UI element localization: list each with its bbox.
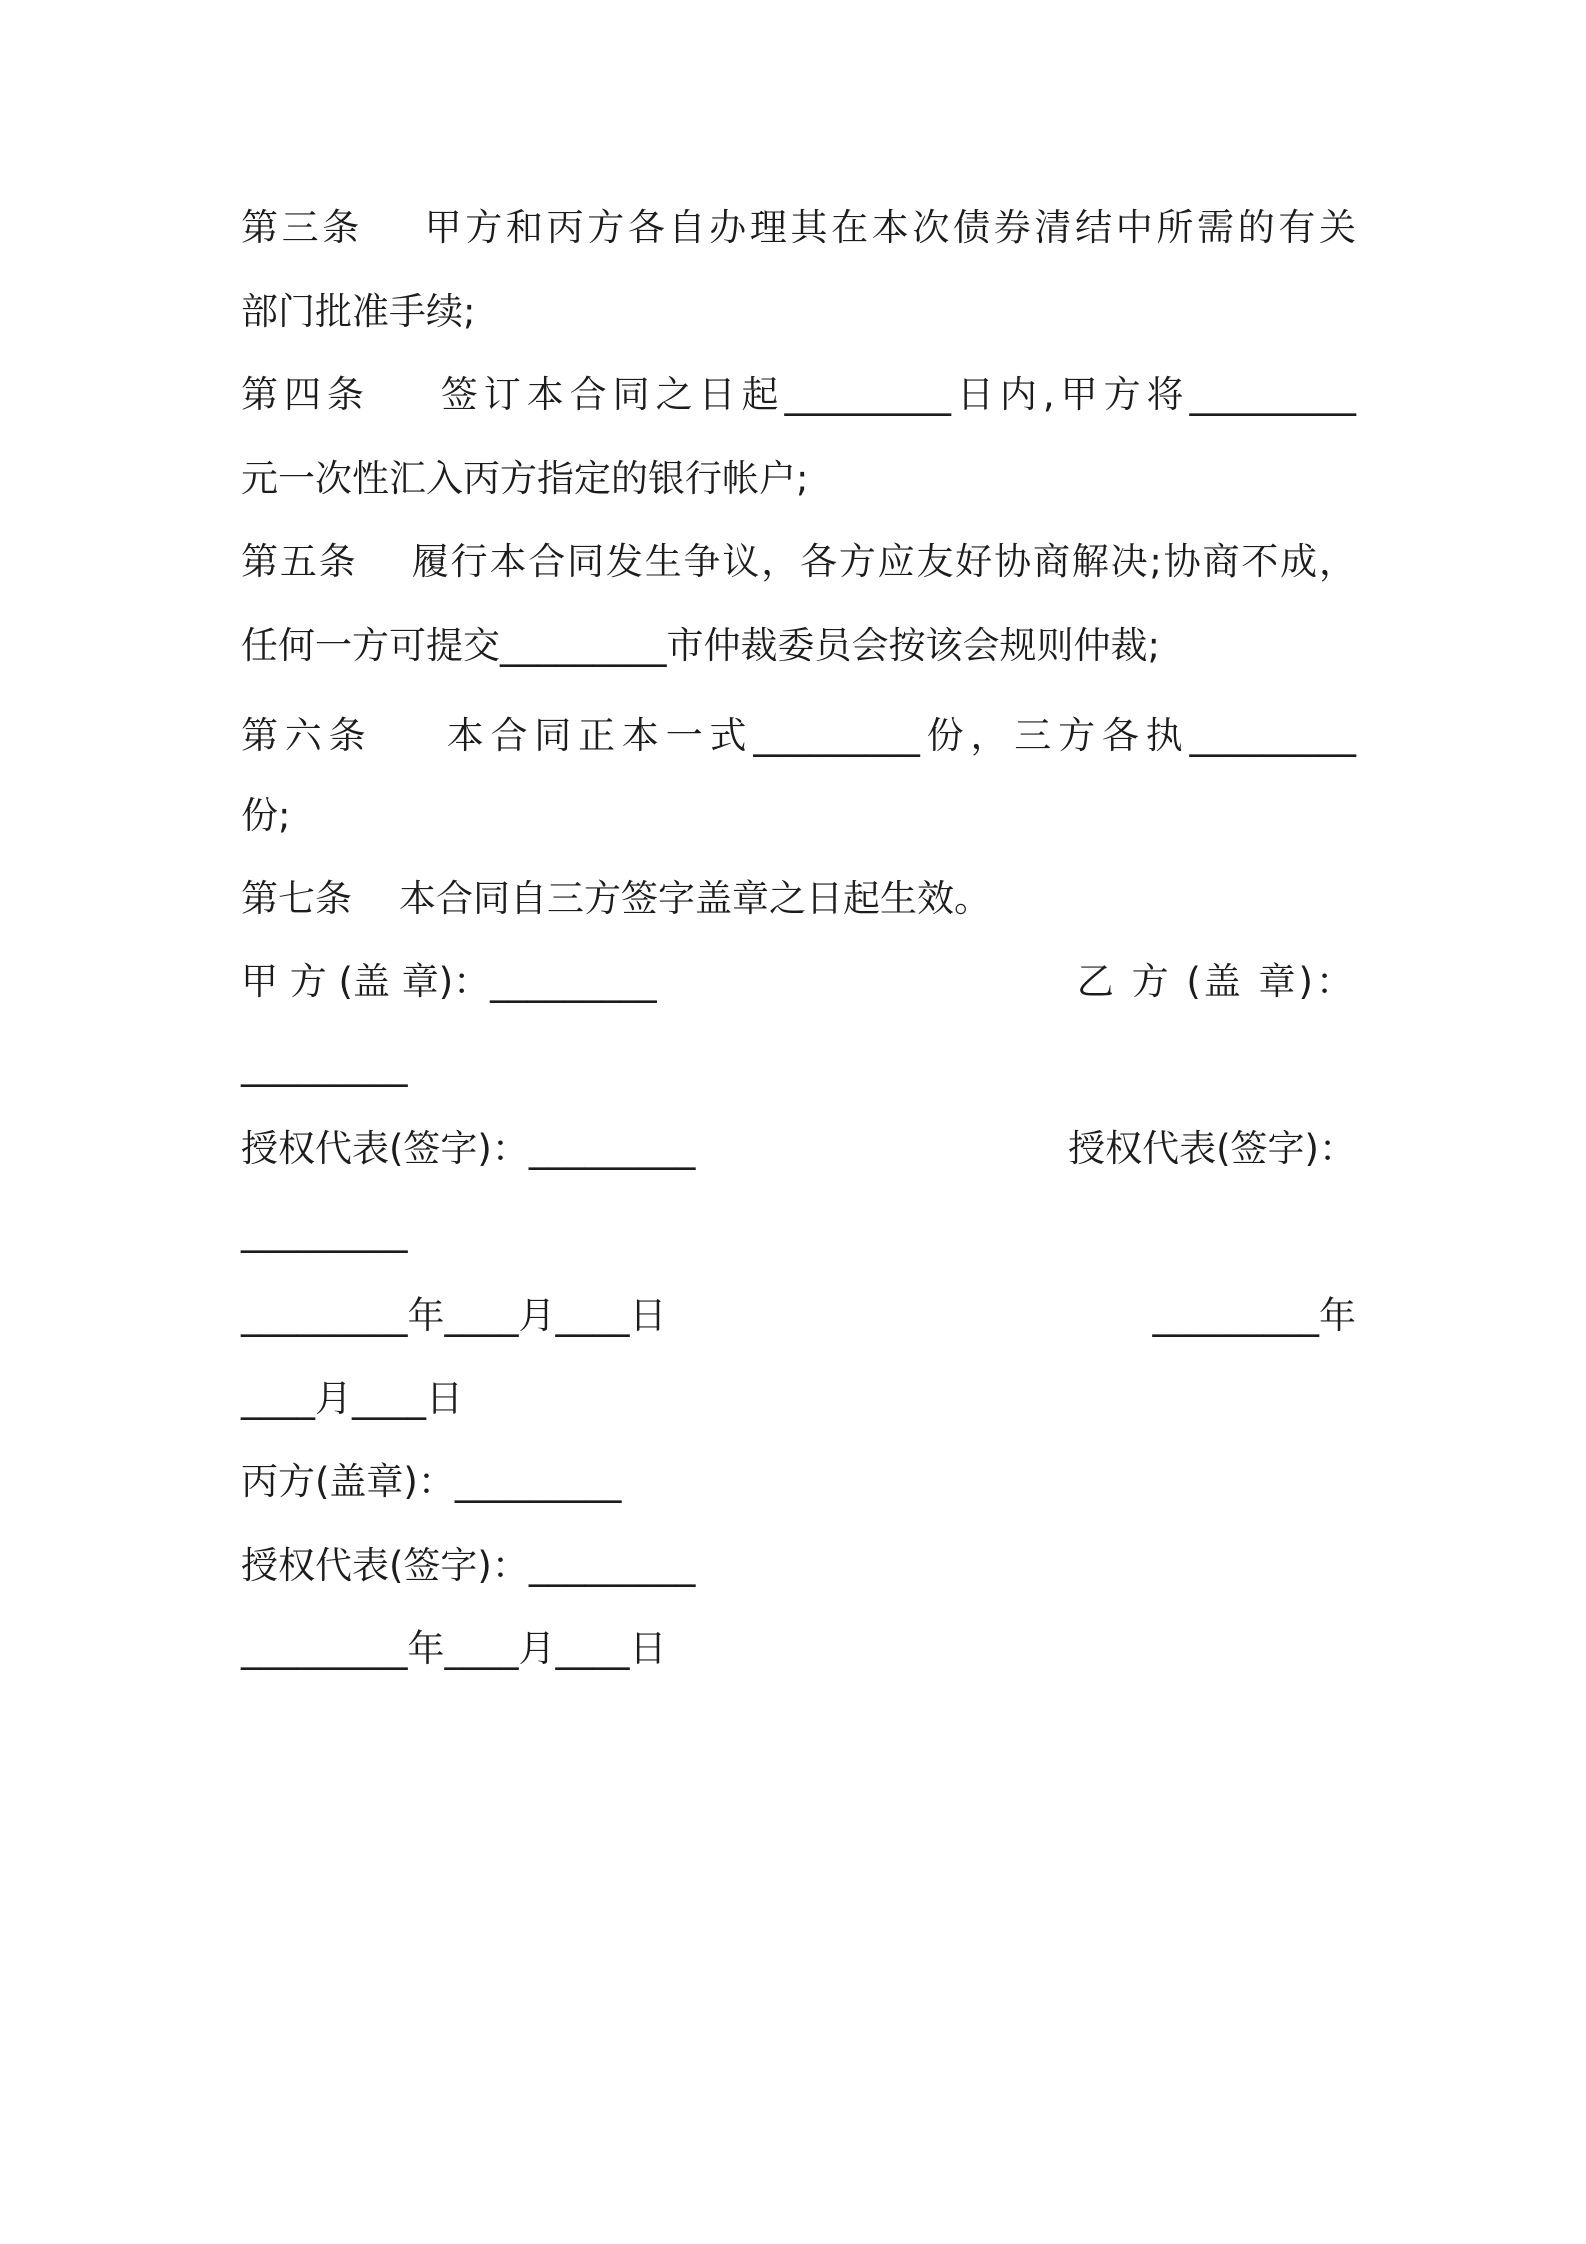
- article-3-line-2: 部门批准手续;: [241, 290, 476, 333]
- article-4-line-2: 元一次性汇入丙方指定的银行帐户;: [241, 457, 809, 500]
- article-7-line-1: 第七条 本合同自三方签字盖章之日起生效。: [241, 877, 992, 920]
- article-5-line-2: 任何一方可提交_________市仲裁委员会按该会规则仲裁;: [241, 624, 1160, 667]
- party-a-date: _________年____月____日: [241, 1294, 667, 1337]
- article-3-line-1: 第三条 甲方和丙方各自办理其在本次债券清结中所需的有关: [241, 206, 1356, 249]
- party-a-representative: 授权代表(签字)：_________: [241, 1127, 696, 1170]
- article-6-line-2: 份;: [241, 794, 291, 837]
- article-4-line-1: 第四条 签订本合同之日起_________日内,甲方将_________: [241, 373, 1356, 416]
- party-c-representative: 授权代表(签字)：_________: [241, 1544, 696, 1587]
- party-b-seal: 乙 方 (盖 章)：: [1076, 960, 1356, 1003]
- party-a-seal: 甲 方 (盖 章)：_________: [241, 960, 657, 1003]
- party-c-date: _________年____月____日: [241, 1627, 667, 1670]
- party-b-representative: 授权代表(签字)：: [1068, 1127, 1356, 1170]
- party-b-representative-blank: _________: [241, 1210, 408, 1253]
- party-c-seal: 丙方(盖章)：_________: [241, 1460, 622, 1503]
- party-b-date-year: _________年: [1152, 1294, 1356, 1337]
- party-b-date-rest: ____月____日: [241, 1377, 463, 1420]
- article-6-line-1: 第六条 本合同正本一式_________份，三方各执_________: [241, 714, 1356, 757]
- article-5-line-1: 第五条 履行本合同发生争议，各方应友好协商解决;协商不成，: [241, 540, 1356, 583]
- party-b-seal-blank: _________: [241, 1044, 408, 1087]
